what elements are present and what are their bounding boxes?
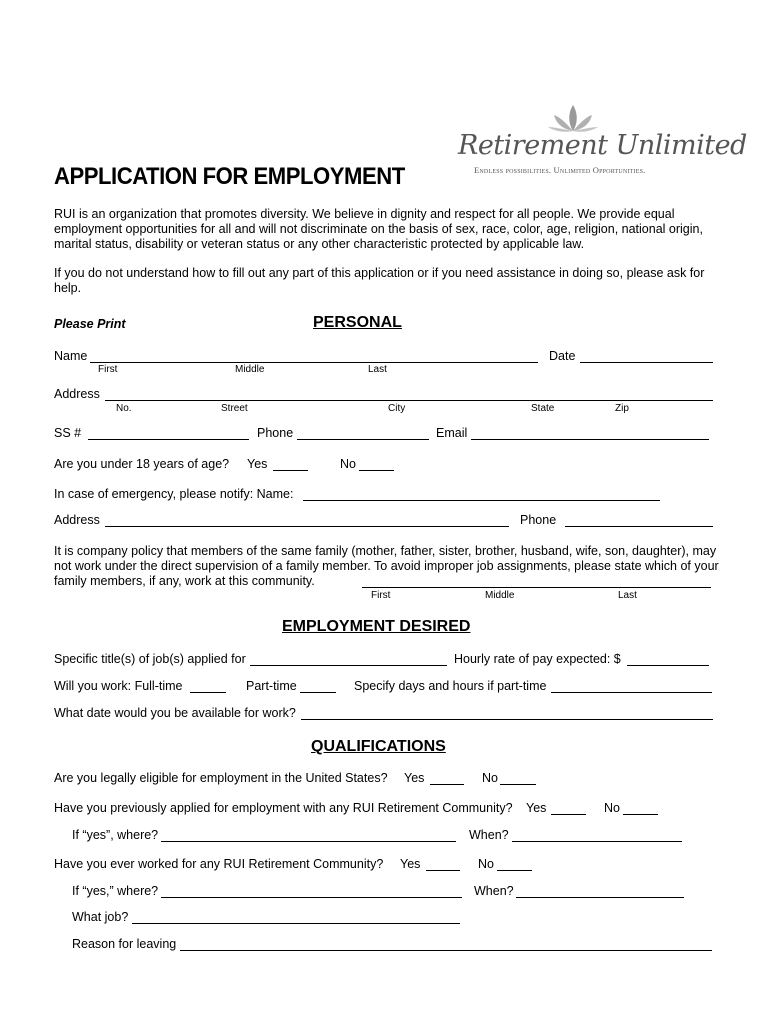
worked-yes-label: Yes — [400, 857, 421, 871]
address-label: Address — [54, 387, 100, 401]
intro-paragraph-1: RUI is an organization that promotes diversity. We believe in dignity and respect for all people. We provide equal employment opportunities for all and will not discriminate on the basis of sex, race, color, age, religion, national origin, marital status, disability or veteran status or any other characteristic protected by applicable law. — [54, 207, 703, 251]
worked-question: Have you ever worked for any RUI Retirement Community? — [54, 857, 384, 871]
previous-where-label: If “yes”, where? — [72, 828, 159, 842]
eligible-yes-field[interactable] — [430, 784, 464, 785]
employment-heading: EMPLOYMENT DESIRED — [282, 618, 471, 635]
eligible-yes-label: Yes — [404, 771, 425, 785]
fam-middle-caption: Middle — [485, 590, 515, 601]
worked-where-field[interactable] — [161, 897, 462, 898]
addr-city-caption: City — [388, 403, 406, 414]
reason-leaving-label: Reason for leaving — [72, 937, 177, 951]
emergency-address-field[interactable] — [105, 526, 509, 527]
addr-street-caption: Street — [221, 403, 248, 414]
eligible-no-field[interactable] — [500, 784, 536, 785]
previous-yes-label: Yes — [526, 801, 547, 815]
job-titles-field[interactable] — [250, 665, 447, 666]
logo-name: Retirement Unlimited — [458, 130, 747, 161]
phone-field[interactable] — [297, 439, 429, 440]
date-label: Date — [549, 349, 576, 363]
addr-no-caption: No. — [116, 403, 132, 414]
name-middle-caption: Middle — [235, 364, 265, 375]
lotus-logo-icon — [548, 103, 598, 133]
phone-label: Phone — [257, 426, 294, 440]
part-time-label: Part-time — [246, 679, 297, 693]
name-field[interactable] — [90, 362, 538, 363]
emergency-phone-field[interactable] — [565, 526, 713, 527]
please-print-label: Please Print — [54, 317, 126, 331]
part-time-days-field[interactable] — [551, 692, 712, 693]
addr-state-caption: State — [531, 403, 555, 414]
worked-when-label: When? — [474, 884, 514, 898]
date-field[interactable] — [580, 362, 713, 363]
logo-tagline: Endless possibilities. Unlimited Opportunities. — [474, 165, 646, 175]
family-members-field[interactable] — [362, 587, 711, 588]
address-field[interactable] — [105, 400, 713, 401]
name-last-caption: Last — [368, 364, 387, 375]
part-time-field[interactable] — [300, 692, 336, 693]
worked-no-field[interactable] — [497, 870, 532, 871]
full-time-field[interactable] — [190, 692, 226, 693]
worked-when-field[interactable] — [516, 897, 684, 898]
family-policy-text: It is company policy that members of the same family (mother, father, sister, brother, husband, wife, son, daughter), may not work under the direct supervision of a family member. To avoid improper job assignments, please state which of your family members, if any, work at this community. — [54, 544, 719, 588]
email-field[interactable] — [471, 439, 709, 440]
ss-label: SS # — [54, 426, 82, 440]
under-18-question: Are you under 18 years of age? — [54, 457, 230, 471]
emergency-name-label: In case of emergency, please notify: Name: — [54, 487, 294, 501]
fam-last-caption: Last — [618, 590, 637, 601]
previous-when-field[interactable] — [512, 841, 682, 842]
previous-where-field[interactable] — [161, 841, 456, 842]
previous-no-label: No — [604, 801, 620, 815]
ss-field[interactable] — [88, 439, 249, 440]
job-titles-label: Specific title(s) of job(s) applied for — [54, 652, 246, 666]
fam-first-caption: First — [371, 590, 391, 601]
eligible-no-label: No — [482, 771, 498, 785]
previous-no-field[interactable] — [623, 814, 658, 815]
emergency-phone-label: Phone — [520, 513, 557, 527]
full-time-label: Will you work: Full-time — [54, 679, 183, 693]
under-18-no-label: No — [340, 457, 356, 471]
qualifications-heading: QUALIFICATIONS — [311, 738, 446, 755]
part-time-days-label: Specify days and hours if part-time — [354, 679, 547, 693]
page-title: APPLICATION FOR EMPLOYMENT — [54, 163, 405, 190]
intro-paragraph-2: If you do not understand how to fill out any part of this application or if you need assistance in doing so, please ask for help. — [54, 266, 705, 295]
emergency-address-label: Address — [54, 513, 100, 527]
available-date-field[interactable] — [301, 719, 713, 720]
under-18-yes-field[interactable] — [273, 470, 308, 471]
email-label: Email — [436, 426, 468, 440]
available-date-label: What date would you be available for work? — [54, 706, 296, 720]
pay-rate-label: Hourly rate of pay expected: $ — [454, 652, 621, 666]
previous-when-label: When? — [469, 828, 509, 842]
name-label: Name — [54, 349, 88, 363]
what-job-field[interactable] — [132, 923, 460, 924]
name-first-caption: First — [98, 364, 118, 375]
worked-no-label: No — [478, 857, 494, 871]
personal-heading: PERSONAL — [313, 314, 402, 331]
addr-zip-caption: Zip — [615, 403, 629, 414]
reason-leaving-field[interactable] — [180, 950, 712, 951]
previous-applied-question: Have you previously applied for employment with any RUI Retirement Community? — [54, 801, 513, 815]
what-job-label: What job? — [72, 910, 129, 924]
emergency-name-field[interactable] — [303, 500, 660, 501]
worked-where-label: If “yes,” where? — [72, 884, 159, 898]
eligible-question: Are you legally eligible for employment in the United States? — [54, 771, 388, 785]
pay-rate-field[interactable] — [627, 665, 709, 666]
under-18-no-field[interactable] — [359, 470, 394, 471]
under-18-yes-label: Yes — [247, 457, 268, 471]
worked-yes-field[interactable] — [426, 870, 460, 871]
previous-yes-field[interactable] — [551, 814, 586, 815]
